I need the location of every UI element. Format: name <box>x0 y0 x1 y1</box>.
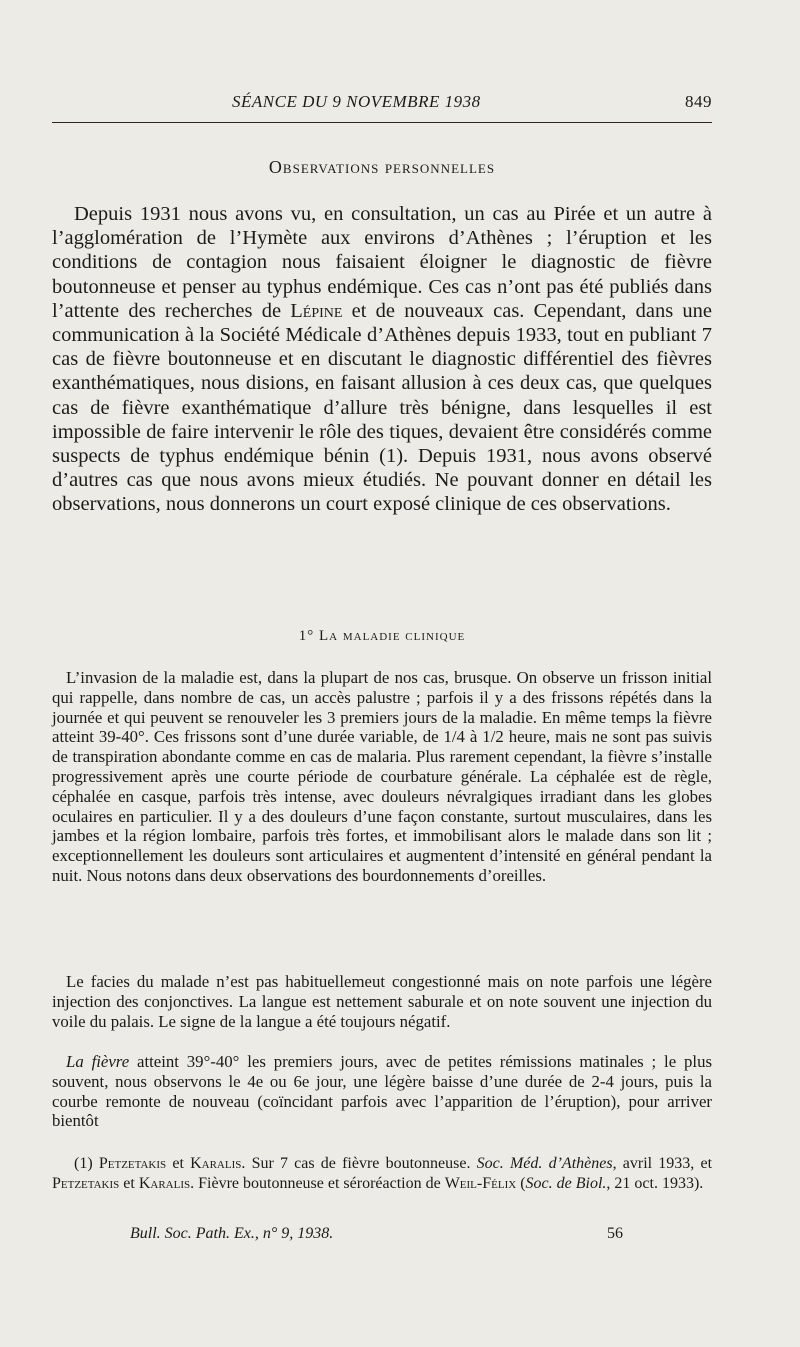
footnote-text: et <box>166 1155 191 1172</box>
footnote-text: . Fièvre boutonneuse et séroréaction de <box>190 1174 445 1192</box>
footnote-text: . Sur 7 cas de fièvre boutonneuse. <box>241 1155 477 1172</box>
fever-lead: La fièvre <box>66 1052 130 1071</box>
author-name-lepine: Lépine <box>290 299 343 322</box>
footnote-author: Karalis <box>190 1155 242 1172</box>
header-rule <box>52 122 712 123</box>
intro-text-b: et de nouveaux cas. Cependant, dans une communication à la Société Médicale d’Athènes depuis 1933, tout en publiant 7 cas de fièvre boutonneuse et en discutant le diagnostic différentiel des fièvres exanthématiques, nous disions, en faisant allusion à ces deux cas, que quelques cas de fièvre exanthématique d’allure très bénigne, dans lesquelles il est impossible de faire intervenir le rôle des tiques, devaient être considérés comme suspects de typhus endémique bénin (1). Depuis 1931, nous avons observé d’autres cas que nous avons mieux étudiés. Ne pouvant donner en détail les observations, nous donnerons un court exposé clinique de ces observations. <box>52 299 712 516</box>
section-title-observations: Observations personnelles <box>268 157 496 177</box>
footnote-text: , 21 oct. 1933). <box>606 1174 704 1192</box>
footnote-text: et <box>119 1174 139 1192</box>
section-title-clinical: 1° La maladie clinique <box>298 628 466 644</box>
paragraph-invasion: L’invasion de la maladie est, dans la plupart de nos cas, brusque. On observe un frisson initial qui rappelle, dans nombre de cas, un accès palustre ; parfois il y a des frissons répétés dans la journée et qui peuvent se renouveler les 3 premiers jours de la maladie. En même temps la fièvre atteint 39-40°. Ces frissons sont d’une durée variable, de 1/4 à 1/2 heure, mais ne sont pas suivis de transpiration abondante comme en cas de malaria. Plus rarement cependant, la fièvre s’installe progressivement après une courte période de courbature générale. La céphalée est de règle, céphalée en casque, parfois très intense, avec douleurs névralgiques irradiant dans les globes oculaires en particulier. Il y a des douleurs d’une façon constante, surtout musculaires, dans les jambes et la région lombaire, parfois très fortes, et immobilisant alors le malade dans son lit ; exceptionnellement les douleurs sont articulaires et augmentent d’intensité en général pendant la nuit. Nous notons dans deux observations des bourdonnements d’oreilles. <box>52 668 712 885</box>
footnote-marker: (1) <box>74 1155 99 1172</box>
footnote-author: Karalis <box>138 1174 191 1192</box>
footnote-text: ( <box>516 1174 526 1192</box>
page-number: 849 <box>685 92 712 111</box>
intro-paragraph <box>52 202 712 517</box>
footnote-journal: Soc. de Biol. <box>525 1174 607 1192</box>
intro-text-a: Depuis 1931 nous avons vu, en consultation, un cas au Pirée et un autre à l’agglomération de l’Hymète aux environs d’Athènes ; l’éruption et les conditions de contagion nous faisaient éloigner le diagnostic de fièvre boutonneuse et penser au typhus endémique. Ces cas n’ont pas été publiés dans l’attente des recherches de <box>52 203 712 322</box>
footnote-author: Petzetakis <box>98 1155 167 1172</box>
bulletin-reference: Bull. Soc. Path. Ex., n° 9, 1938. <box>130 1225 334 1242</box>
footnote-author: Petzetakis <box>52 1174 120 1192</box>
paragraph-fever <box>52 1052 712 1131</box>
fever-text: atteint 39°-40° les premiers jours, avec de petites rémissions matinales ; le plus souvent, nous observons le 4e ou 6e jour, une légère baisse d’une durée de 2-4 jours, puis la courbe remonte de nouveau (coïncidant parfois avec l’apparition de l’éruption), pour arriver bientôt <box>52 1052 712 1131</box>
footnote-author: Weil-Félix <box>444 1174 517 1192</box>
running-header <box>52 92 712 122</box>
sheet-number: 56 <box>607 1225 623 1242</box>
running-title: SÉANCE DU 9 NOVEMBRE 1938 <box>232 92 481 111</box>
footnote-text: , avril 1933, et <box>612 1155 713 1172</box>
paragraph-facies: Le facies du malade n’est pas habituellemeut congestionné mais on note parfois une légère injection des conjonctives. La langue est nettement saburale et on note souvent une injection du voile du palais. Le signe de la langue a été toujours négatif. <box>52 972 712 1031</box>
footnote <box>52 1154 712 1193</box>
footnote-journal: Soc. Méd. d’Athènes <box>476 1155 613 1172</box>
